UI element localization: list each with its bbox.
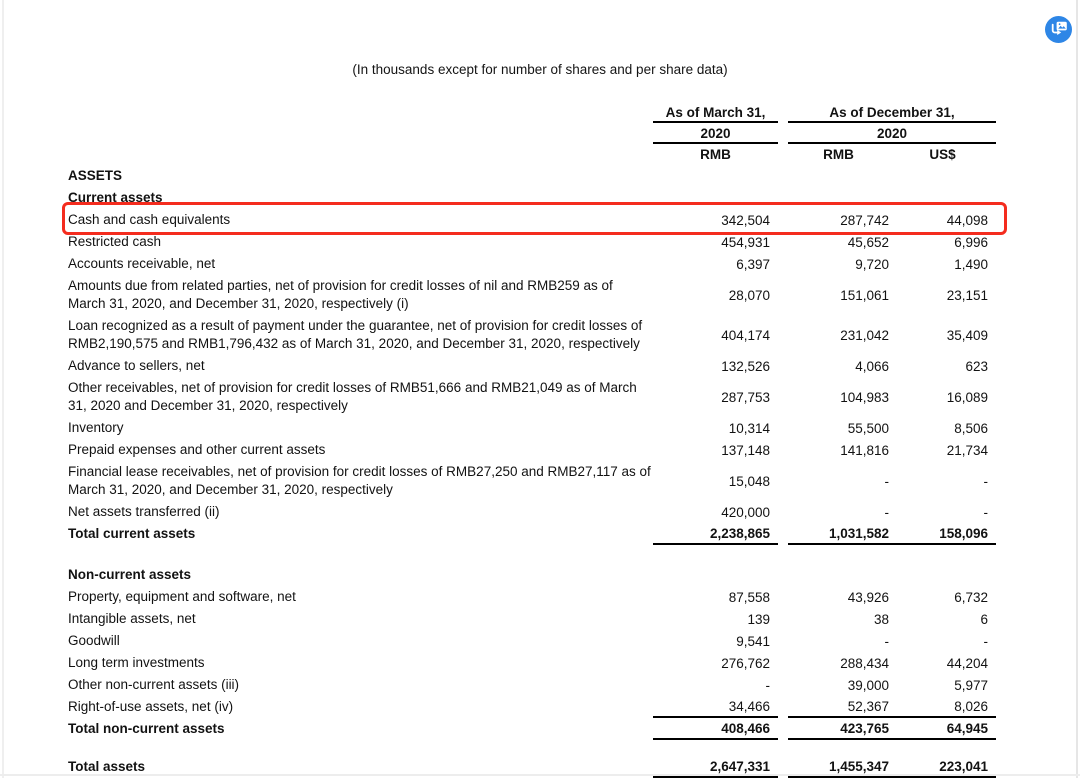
image-capture-icon xyxy=(1044,15,1073,44)
value-march-rmb: 2,238,865 xyxy=(653,523,778,545)
row-label: Intangible assets, net xyxy=(68,611,196,626)
value-march-rmb: 10,314 xyxy=(728,420,770,436)
row-label: Accounts receivable, net xyxy=(68,256,216,271)
row-label: Cash and cash equivalents xyxy=(68,212,231,227)
value-march-rmb: 132,526 xyxy=(721,358,770,374)
row-label: Total assets xyxy=(68,759,146,774)
value-march-rmb: 6,397 xyxy=(736,256,770,272)
row-label: Financial lease receivables, net of provision for credit losses of RMB27,250 and RMB27,117 as of March 31, 2020, and December 31, 2020, respectively xyxy=(68,464,651,497)
line-item-row xyxy=(68,652,996,674)
table-header-currency-row xyxy=(68,144,996,165)
value-december-usd: 8,026 xyxy=(954,698,988,714)
value-december-rmb: 287,742 xyxy=(840,212,889,228)
value-march-rmb: 404,174 xyxy=(721,327,770,343)
units-note: (In thousands except for number of shares and per share data) xyxy=(352,62,728,77)
value-march-rmb: 2,647,331 xyxy=(653,756,778,778)
total-row xyxy=(68,756,996,778)
value-december-usd: 6,732 xyxy=(954,589,988,605)
value-march-rmb: 137,148 xyxy=(721,442,770,458)
section-heading-row xyxy=(68,165,996,187)
value-march-rmb: 408,466 xyxy=(653,718,778,740)
line-item-row xyxy=(68,315,996,355)
value-december-usd: 8,506 xyxy=(954,420,988,436)
row-label: Other non-current assets (iii) xyxy=(68,677,240,692)
line-item-row xyxy=(68,461,996,501)
row-label: Total current assets xyxy=(68,526,196,541)
row-label: Non-current assets xyxy=(68,567,192,582)
value-december-rmb: - xyxy=(884,633,889,649)
row-label: Long term investments xyxy=(68,655,205,670)
value-december-usd: 158,096 xyxy=(939,525,988,541)
currency-label-march-rmb: RMB xyxy=(700,147,731,162)
row-label: Current assets xyxy=(68,190,163,205)
value-march-rmb: 34,466 xyxy=(653,696,778,718)
value-december-usd: 44,204 xyxy=(946,655,988,671)
value-december-usd: 23,151 xyxy=(946,287,988,303)
value-december-usd: 1,490 xyxy=(954,256,988,272)
line-item-row xyxy=(68,275,996,315)
table-body xyxy=(68,165,996,778)
row-label: Loan recognized as a result of payment under the guarantee, net of provision for credit losses of RMB2,190,575 and RMB1,796,432 as of March 31, 2020, and December 31, 2020, respectively xyxy=(68,318,643,351)
value-december-usd: 44,098 xyxy=(946,212,988,228)
row-label: Advance to sellers, net xyxy=(68,358,205,373)
total-row xyxy=(68,523,996,546)
line-item-row xyxy=(68,586,996,608)
column-header-march: As of March 31, xyxy=(653,105,778,123)
row-spacer xyxy=(68,546,996,564)
currency-label-december-usd: US$ xyxy=(929,147,956,162)
value-december-usd: - xyxy=(983,633,988,649)
currency-label-december-rmb: RMB xyxy=(823,147,854,162)
row-label: Goodwill xyxy=(68,633,120,648)
value-march-rmb: 139 xyxy=(747,611,770,627)
line-item-row xyxy=(68,209,996,231)
value-march-rmb: 276,762 xyxy=(721,655,770,671)
line-item-row xyxy=(68,439,996,461)
value-december-usd: 64,945 xyxy=(946,720,988,736)
value-march-rmb: 28,070 xyxy=(728,287,770,303)
value-december-usd: 35,409 xyxy=(946,327,988,343)
line-item-row xyxy=(68,355,996,377)
value-december-usd: 223,041 xyxy=(939,758,988,774)
value-march-rmb: 15,048 xyxy=(728,473,770,489)
value-december-rmb: 288,434 xyxy=(840,655,889,671)
line-item-row xyxy=(68,501,996,523)
table-header-period-row xyxy=(68,103,996,123)
row-label: Inventory xyxy=(68,420,124,435)
row-label: ASSETS xyxy=(68,168,123,183)
value-december-rmb: 45,652 xyxy=(847,234,889,250)
line-item-row xyxy=(68,253,996,275)
value-december-rmb: 231,042 xyxy=(840,327,889,343)
balance-sheet-table xyxy=(68,103,996,778)
value-december-rmb: 43,926 xyxy=(847,589,889,605)
row-label: Other receivables, net of provision for credit losses of RMB51,666 and RMB21,049 as of March 31, 2020 and December 31, 2020, respectively xyxy=(68,380,637,413)
value-december-rmb: 39,000 xyxy=(847,677,889,693)
value-december-usd: - xyxy=(983,473,988,489)
page-left-edge xyxy=(2,0,4,778)
value-december-rmb: 1,455,347 xyxy=(828,758,889,774)
row-label: Right-of-use assets, net (iv) xyxy=(68,699,234,714)
image-tool-button[interactable] xyxy=(1044,15,1073,44)
value-december-rmb: 52,367 xyxy=(847,698,889,714)
row-label: Property, equipment and software, net xyxy=(68,589,296,604)
value-december-rmb: 104,983 xyxy=(840,389,889,405)
value-march-rmb: 454,931 xyxy=(721,234,770,250)
value-december-rmb: - xyxy=(884,504,889,520)
line-item-row xyxy=(68,231,996,253)
table-header-year-row xyxy=(68,123,996,144)
line-item-row xyxy=(68,630,996,652)
value-march-rmb: 342,504 xyxy=(721,212,770,228)
value-december-usd: 6 xyxy=(980,611,988,627)
row-label: Amounts due from related parties, net of provision for credit losses of nil and RMB259 as of March 31, 2020, and December 31, 2020, respectively (i) xyxy=(68,278,613,311)
value-december-usd: 623 xyxy=(965,358,988,374)
value-december-usd: 21,734 xyxy=(946,442,988,458)
section-heading-row xyxy=(68,564,996,586)
line-item-row xyxy=(68,417,996,439)
value-december-usd: 6,996 xyxy=(954,234,988,250)
section-heading-row xyxy=(68,187,996,209)
value-december-rmb: 423,765 xyxy=(840,720,889,736)
column-header-december: As of December 31, xyxy=(788,105,996,123)
value-december-rmb: 141,816 xyxy=(840,442,889,458)
value-march-rmb: - xyxy=(765,677,770,693)
value-december-rmb: 55,500 xyxy=(847,420,889,436)
value-december-usd: - xyxy=(983,504,988,520)
value-december-usd: 16,089 xyxy=(946,389,988,405)
row-spacer xyxy=(68,741,996,756)
line-item-row xyxy=(68,608,996,630)
value-december-rmb: 38 xyxy=(873,611,889,627)
value-december-rmb: 1,031,582 xyxy=(828,525,889,541)
value-december-rmb: 151,061 xyxy=(840,287,889,303)
value-march-rmb: 420,000 xyxy=(721,504,770,520)
row-label: Total non-current assets xyxy=(68,721,225,736)
value-march-rmb: 9,541 xyxy=(736,633,770,649)
total-row xyxy=(68,718,996,741)
line-item-row xyxy=(68,674,996,696)
value-march-rmb: 87,558 xyxy=(728,589,770,605)
row-label: Net assets transferred (ii) xyxy=(68,504,220,519)
value-march-rmb: 287,753 xyxy=(721,389,770,405)
line-item-row xyxy=(68,377,996,417)
column-year-march: 2020 xyxy=(653,126,778,144)
value-december-rmb: 4,066 xyxy=(855,358,889,374)
value-december-usd: 5,977 xyxy=(954,677,988,693)
column-year-december: 2020 xyxy=(788,126,996,144)
row-label: Prepaid expenses and other current assets xyxy=(68,442,326,457)
value-december-rmb: 9,720 xyxy=(855,256,889,272)
page-right-edge xyxy=(1076,0,1078,778)
row-label: Restricted cash xyxy=(68,234,162,249)
value-december-rmb: - xyxy=(884,473,889,489)
line-item-row xyxy=(68,696,996,718)
